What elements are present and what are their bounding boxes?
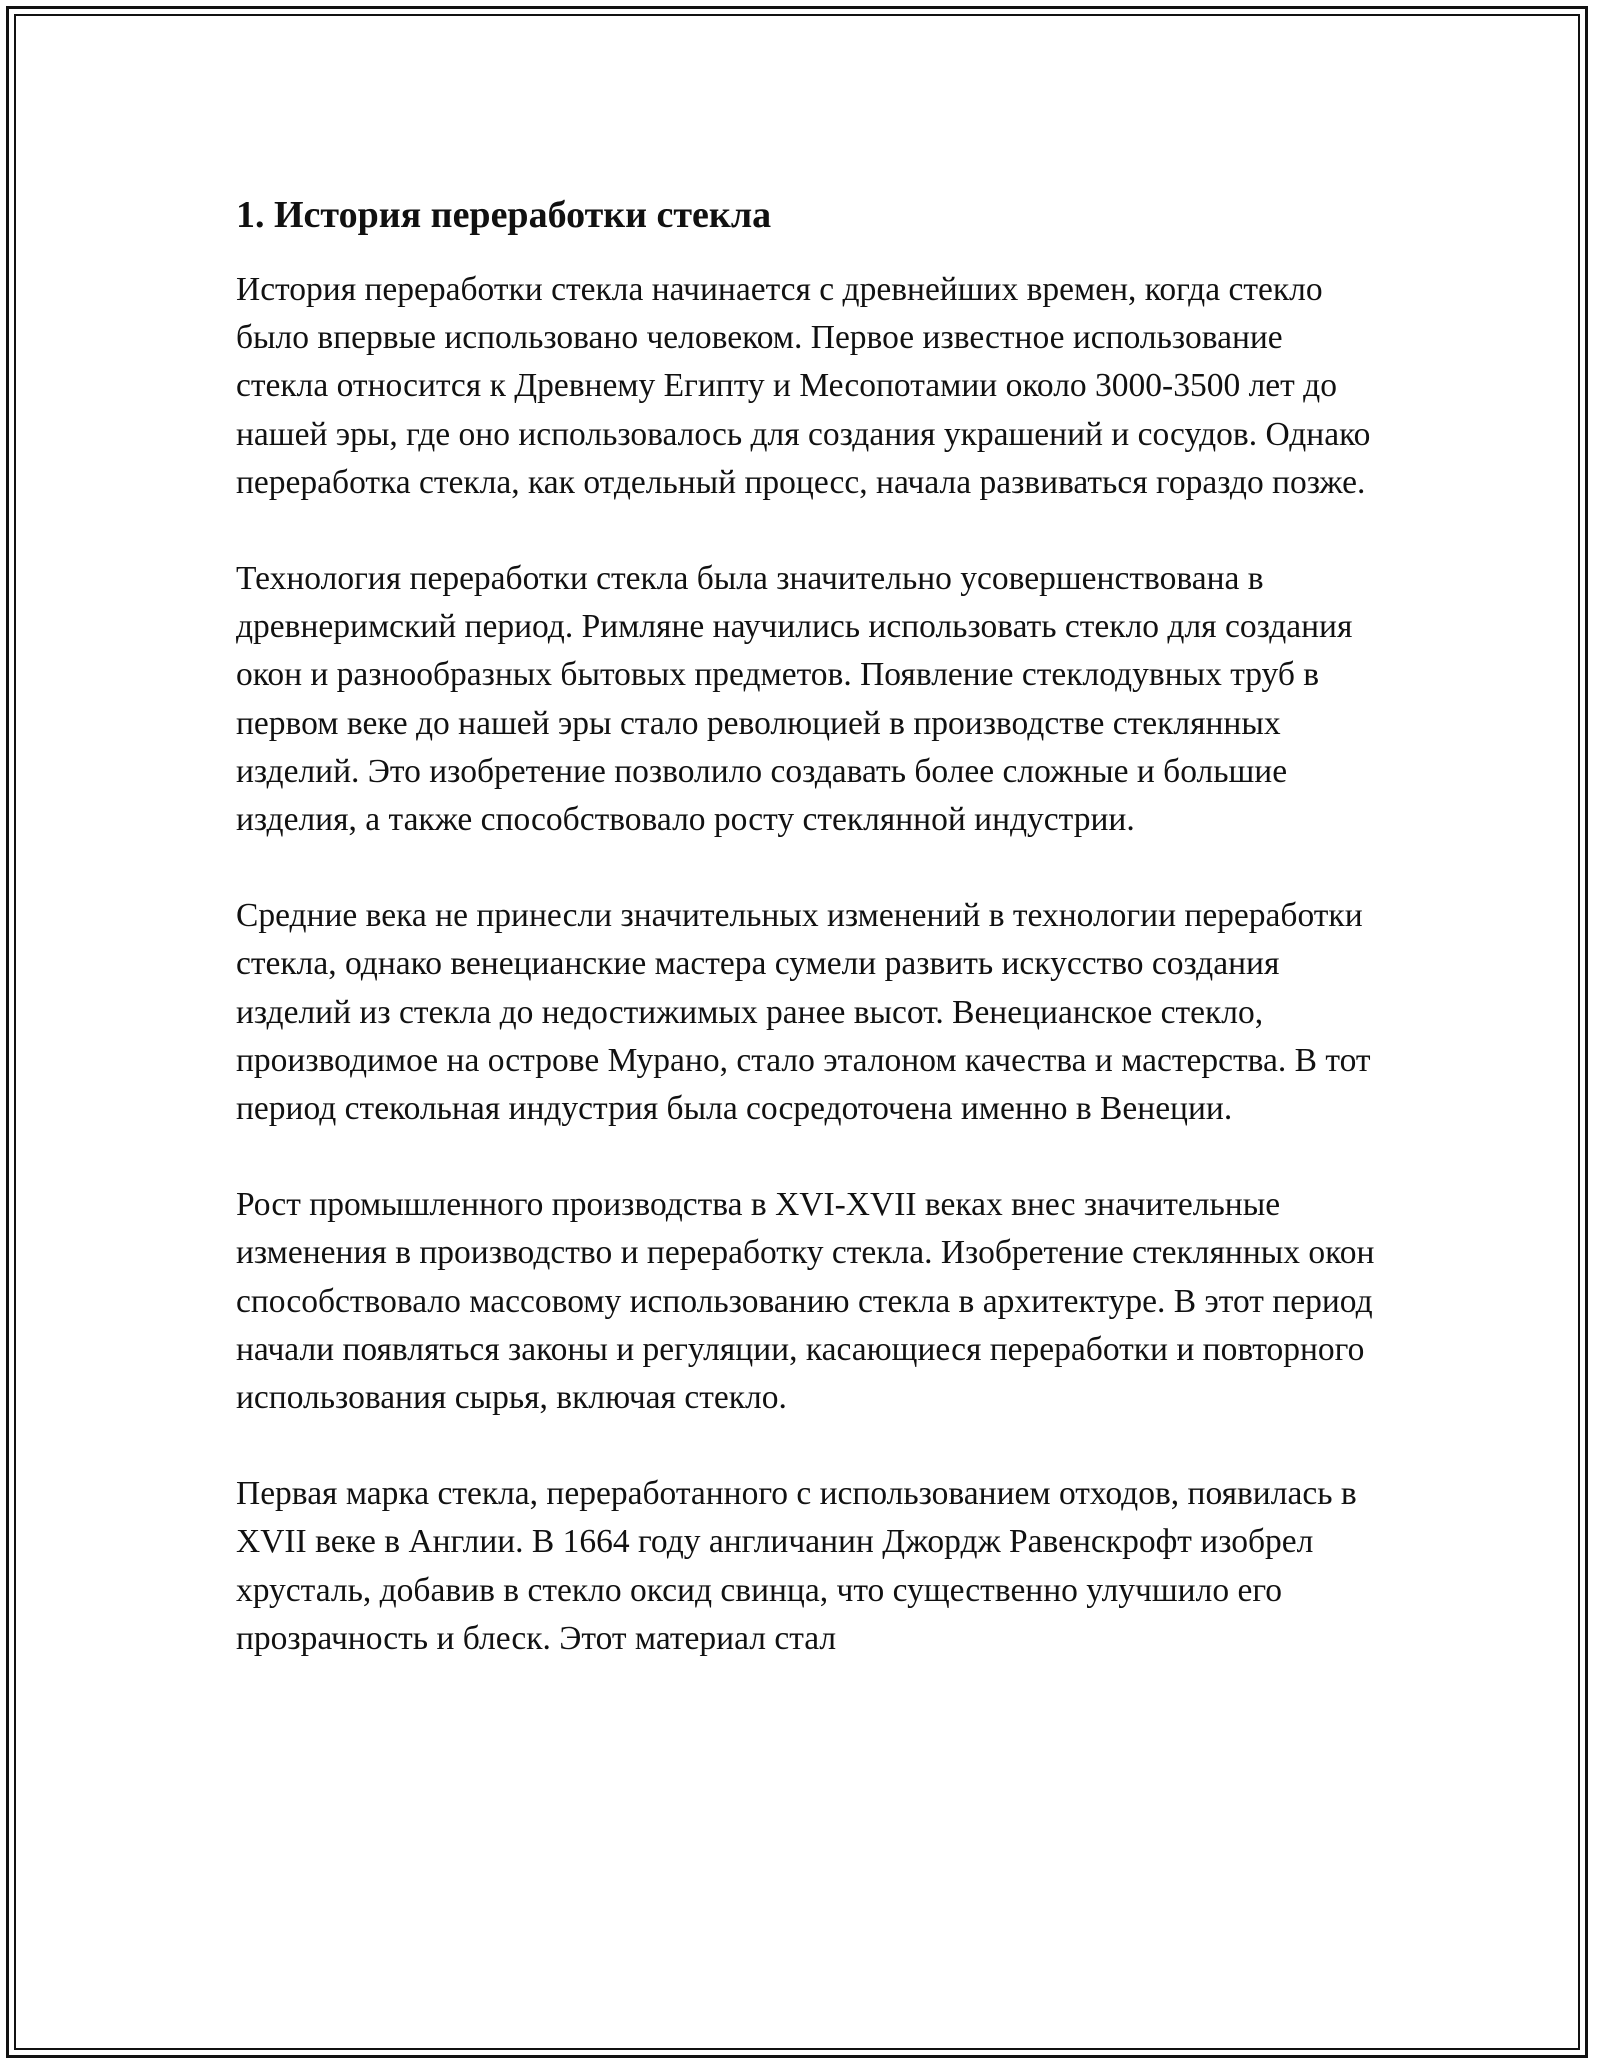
paragraph-2: Технология переработки стекла была значительно усовершенствована в древнеримский период. Римляне научились использовать стекло для создания окон и разнообразных бытовых предметов. Появление стеклодувных труб в первом веке до нашей эры стало революцией в производстве стеклянных изделий. Это изобретение позволило создавать более сложные и большие изделия, а также способствовало росту стеклянной индустрии.	[236, 560, 1353, 839]
section-heading: 1. История переработки стекла	[236, 194, 772, 236]
document-body	[236, 190, 1376, 1711]
paragraph-1: История переработки стекла начинается с древнейших времен, когда стекло было впервые использовано человеком. Первое известное использование стекла относится к Древнему Египту и Месопотамии около 3000-3500 лет до нашей эры, где оно использовалось для создания украшений и сосудов. Однако переработка стекла, как отдельный процесс, начала развиваться гораздо позже.	[236, 271, 1371, 501]
paragraph-5: Первая марка стекла, переработанного с использованием отходов, появилась в XVII веке в Англии. В 1664 году англичанин Джордж Равенскрофт изобрел хрусталь, добавив в стекло оксид свинца, что существенно улучшило его прозрачность и блеск. Этот материал стал	[236, 1475, 1357, 1657]
paragraph-3: Средние века не принесли значительных изменений в технологии переработки стекла, однако венецианские мастера сумели развить искусство создания изделий из стекла до недостижимых ранее высот. Венецианское стекло, производимое на острове Мурано, стало эталоном качества и мастерства. В тот период стекольная индустрия была сосредоточена именно в Венеции.	[236, 897, 1371, 1128]
paragraph-4: Рост промышленного производства в XVI-XVII веках внес значительные изменения в производство и переработку стекла. Изобретение стеклянных окон способствовало массовому использованию стекла в архитектуре. В этот период начали появляться законы и регуляции, касающиеся переработки и повторного использования сырья, включая стекло.	[236, 1186, 1375, 1417]
